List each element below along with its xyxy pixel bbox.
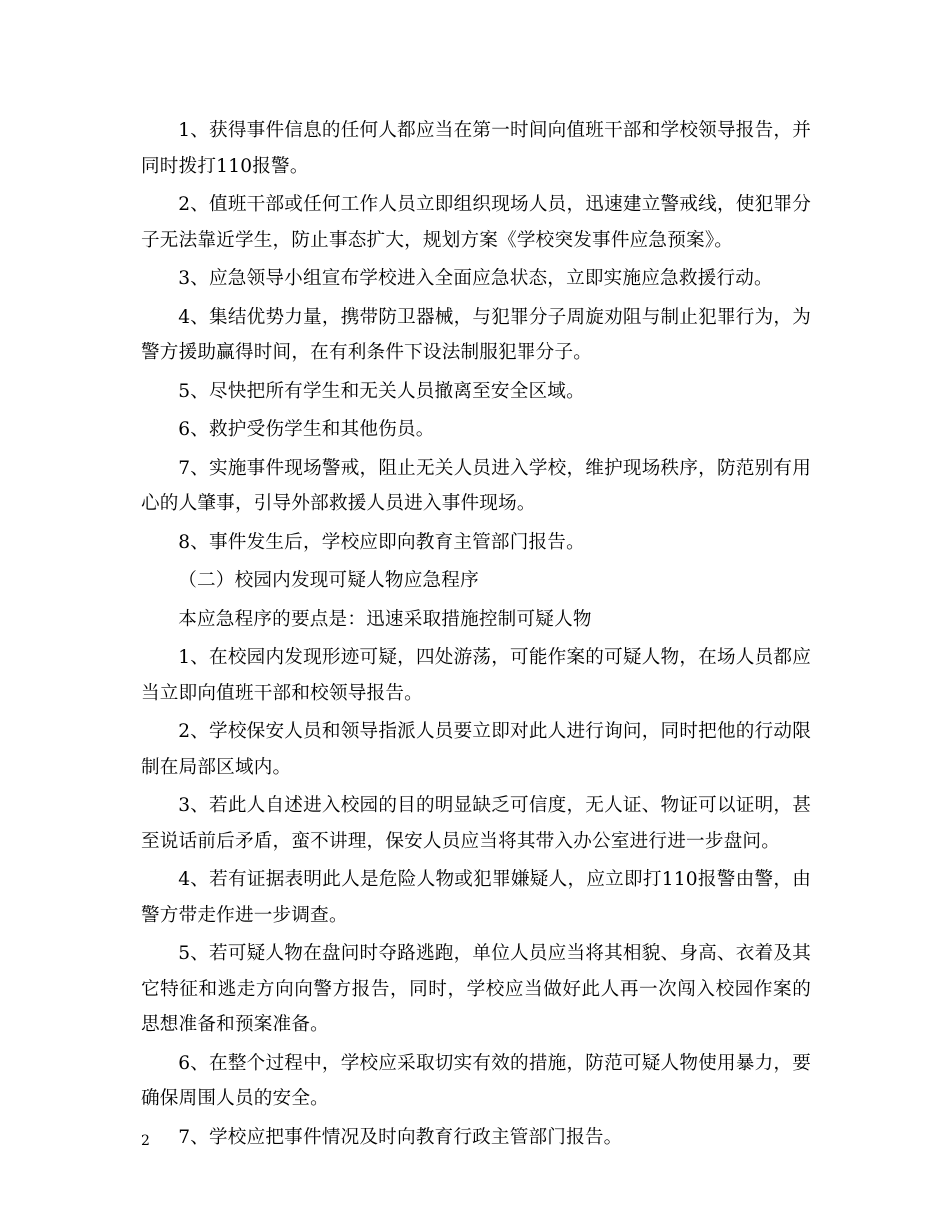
- paragraph-emergency-state: 3、应急领导小组宣布学校进入全面应急状态，立即实施应急救援行动。: [178, 268, 773, 289]
- paragraph-discover-suspect: 1、在校园内发现形迹可疑，四处游荡，可能作案的可疑人物，在场人员都应当立即向值班干部和校领导报告。: [141, 647, 811, 704]
- paragraph-report-immediately: 1、获得事件信息的任何人都应当在第一时间向值班干部和学校领导报告，并同时拨打110报警。: [141, 120, 811, 177]
- paragraph-further-inquiry: 3、若此人自述进入校园的目的明显缺乏可信度，无人证、物证可以证明，甚至说话前后矛盾，蛮不讲理，保安人员应当将其带入办公室进行进一步盘问。: [141, 795, 811, 852]
- paragraph-key-points: 本应急程序的要点是：迅速采取措施控制可疑人物: [178, 608, 592, 630]
- paragraph-question-suspect: 2、学校保安人员和领导指派人员要立即对此人进行询问，同时把他的行动限制在局部区域内。: [141, 721, 811, 778]
- paragraph-scene-guard: 7、实施事件现场警戒，阻止无关人员进入学校，维护现场秩序，防范别有用心的人肇事，引导外部救援人员进入事件现场。: [141, 457, 811, 514]
- paragraph-report-authority: 8、事件发生后，学校应即向教育主管部门报告。: [178, 531, 585, 553]
- section-heading-suspicious-person: （二）校园内发现可疑人物应急程序: [178, 570, 479, 591]
- paragraph-evacuate: 5、尽快把所有学生和无关人员撤离至安全区域。: [178, 380, 585, 402]
- page-number: 2: [141, 1133, 150, 1149]
- paragraph-call-police: 4、若有证据表明此人是危险人物或犯罪嫌疑人，应立即打110报警由警，由警方带走作进一步调查。: [141, 869, 811, 926]
- paragraph-prevent-violence: 6、在整个过程中，学校应采取切实有效的措施，防范可疑人物使用暴力，要确保周围人员的安全。: [141, 1052, 811, 1109]
- paragraph-gather-forces: 4、集结优势力量，携带防卫器械，与犯罪分子周旋劝阻与制止犯罪行为，为警方援助赢得时间，在有利条件下设法制服犯罪分子。: [141, 306, 811, 363]
- paragraph-suspect-flees: 5、若可疑人物在盘问时夺路逃跑，单位人员应当将其相貌、身高、衣着及其它特征和逃走方向向警方报告，同时，学校应当做好此人再一次闯入校园作案的思想准备和预案准备。: [141, 943, 811, 1035]
- document-body: [141, 113, 811, 1158]
- paragraph-set-cordon: 2、值班干部或任何工作人员立即组织现场人员，迅速建立警戒线，使犯罪分子无法靠近学生，防止事态扩大，规划方案《学校突发事件应急预案》。: [141, 194, 811, 251]
- paragraph-final-report: 7、学校应把事件情况及时向教育行政主管部门报告。: [178, 1126, 623, 1148]
- paragraph-rescue-injured: 6、救护受伤学生和其他伤员。: [178, 419, 435, 440]
